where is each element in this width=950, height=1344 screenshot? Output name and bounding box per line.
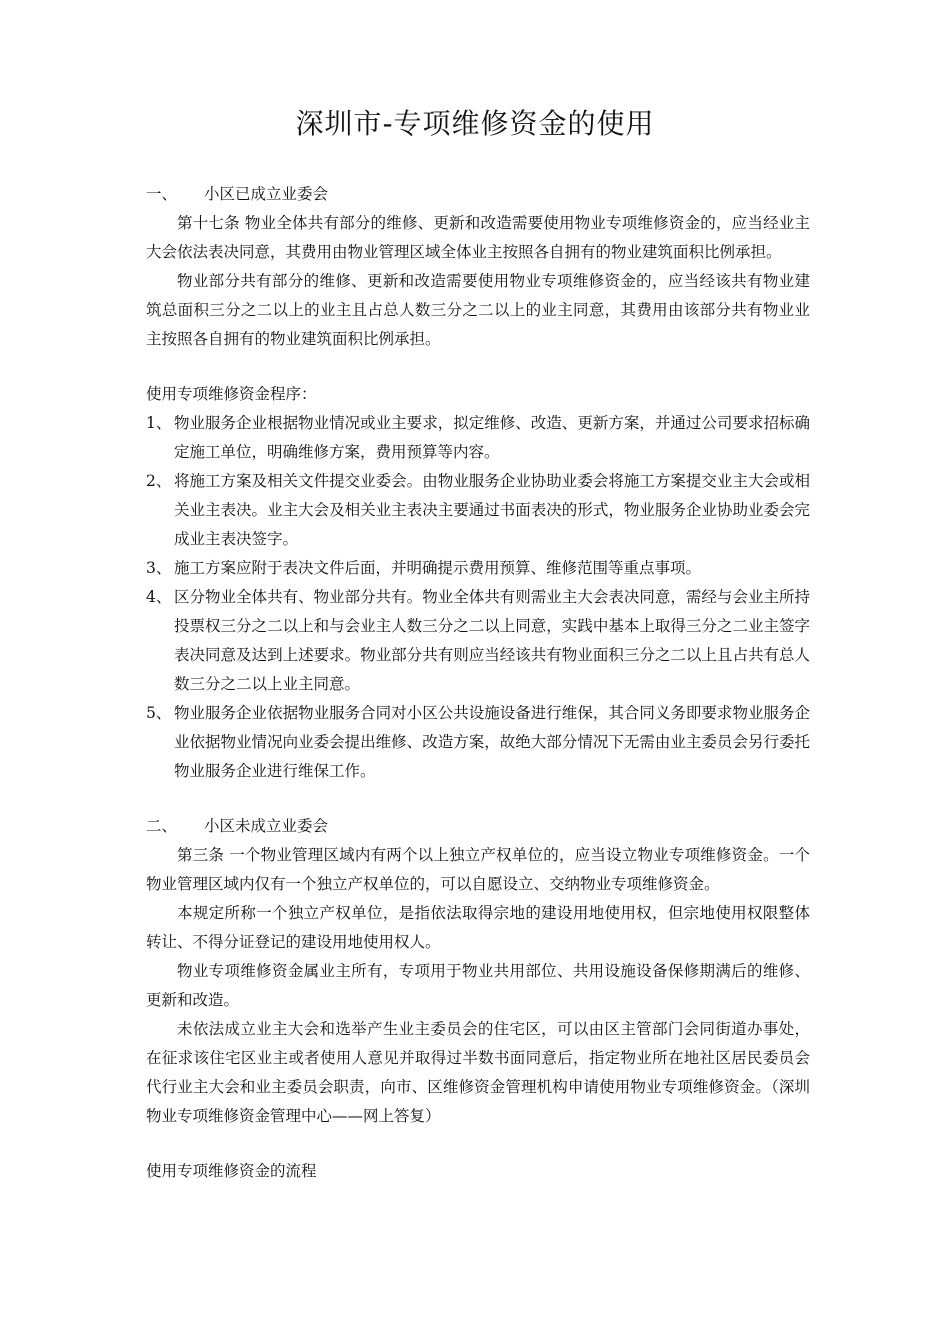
list-item	[146, 467, 810, 554]
list-item-number: 5、	[146, 704, 172, 722]
paragraph: 未依法成立业主大会和选举产生业主委员会的住宅区，可以由区主管部门会同街道办事处，在征求该住宅区业主或者使用人意见并取得过半数书面同意后，指定物业所在地社区居民委员会代行业主大会和业主委员会职责，向市、区维修资金管理机构申请使用物业专项维修资金。（深圳物业专项维修资金管理中心——网上答复）	[146, 1020, 810, 1125]
section-2-title: 小区未成立业委会	[204, 817, 329, 835]
paragraph: 物业专项维修资金属业主所有，专项用于物业共用部位、共用设施设备保修期满后的维修、更新和改造。	[146, 962, 810, 1009]
list-item-text: 物业服务企业依据物业服务合同对小区公共设施设备进行维保，其合同义务即要求物业服务企业依据物业情况向业委会提出维修、改造方案，故绝大部分情况下无需由业主委员会另行委托物业服务企业进行维保工作。	[174, 704, 810, 780]
list-item	[146, 409, 810, 467]
spacer	[146, 354, 810, 380]
paragraph: 本规定所称一个独立产权单位，是指依法取得宗地的建设用地使用权，但宗地使用权限整体转让、不得分证登记的建设用地使用权人。	[146, 904, 810, 951]
section-2-heading	[146, 812, 810, 841]
list-item-number: 2、	[146, 472, 172, 490]
document-title: 深圳市-专项维修资金的使用	[295, 107, 655, 140]
list-item	[146, 583, 810, 699]
section-1-number: 一、	[146, 185, 178, 203]
flow-title: 使用专项维修资金的流程	[146, 1162, 317, 1180]
list-item-number: 4、	[146, 588, 172, 606]
list-item	[146, 554, 810, 583]
list-item-text: 区分物业全体共有、物业部分共有。物业全体共有则需业主大会表决同意，需经与会业主所持投票权三分之二以上和与会业主人数三分之二以上同意，实践中基本上取得三分之二业主签字表决同意及达到上述要求。物业部分共有则应当经该共有物业面积三分之二以上且占共有总人数三分之二以上业主同意。	[174, 588, 810, 693]
section-1-heading	[146, 180, 810, 209]
spacer	[146, 786, 810, 812]
list-item-text: 施工方案应附于表决文件后面，并明确提示费用预算、维修范围等重点事项。	[174, 559, 702, 577]
section-2-number: 二、	[146, 817, 178, 835]
section-1-title: 小区已成立业委会	[204, 185, 329, 203]
list-item-text: 将施工方案及相关文件提交业委会。由物业服务企业协助业委会将施工方案提交业主大会或相关业主表决。业主大会及相关业主表决主要通过书面表决的形式，物业服务企业协助业委会完成业主表决签字。	[174, 472, 810, 548]
list-item	[146, 699, 810, 786]
procedure-title: 使用专项维修资金程序：	[146, 385, 317, 403]
list-item-number: 3、	[146, 559, 172, 577]
list-item-number: 1、	[146, 414, 172, 432]
paragraph: 物业部分共有部分的维修、更新和改造需要使用物业专项维修资金的，应当经该共有物业建筑总面积三分之二以上的业主且占总人数三分之二以上的业主同意，其费用由该部分共有物业业主按照各自拥有的物业建筑面积比例承担。	[146, 272, 810, 348]
paragraph: 第十七条 物业全体共有部分的维修、更新和改造需要使用物业专项维修资金的，应当经业主大会依法表决同意，其费用由物业管理区域全体业主按照各自拥有的物业建筑面积比例承担。	[146, 214, 810, 261]
document-body	[146, 180, 810, 1186]
list-item-text: 物业服务企业根据物业情况或业主要求，拟定维修、改造、更新方案，并通过公司要求招标确定施工单位，明确维修方案，费用预算等内容。	[174, 414, 810, 461]
spacer	[146, 1131, 810, 1157]
paragraph: 第三条 一个物业管理区域内有两个以上独立产权单位的，应当设立物业专项维修资金。一个物业管理区域内仅有一个独立产权单位的，可以自愿设立、交纳物业专项维修资金。	[146, 846, 810, 893]
